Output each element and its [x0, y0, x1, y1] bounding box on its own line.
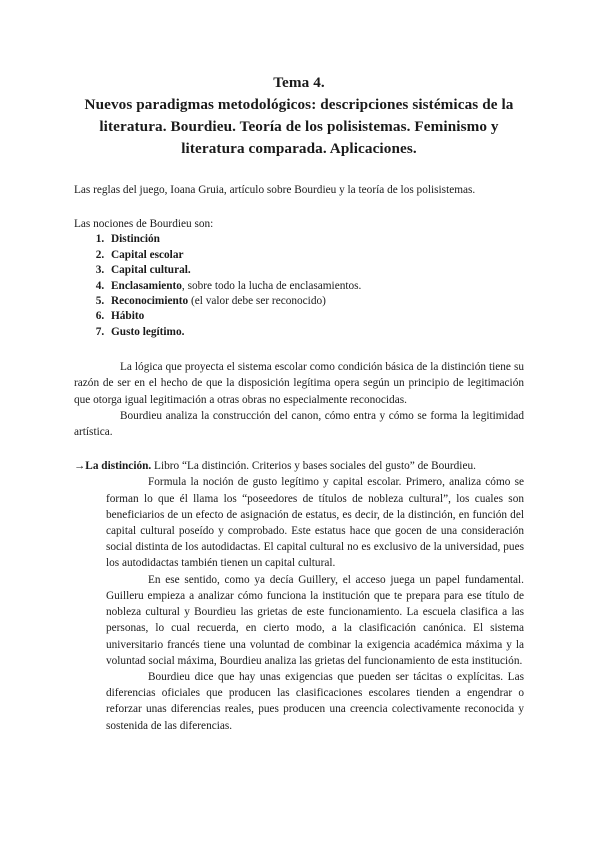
title-line-2: Nuevos paradigmas metodológicos: descripciones sistémicas de la literatura. Bourdieu. Teoría de los polisistemas. Feminismo y literatura comparada. Aplicaciones.	[84, 96, 514, 157]
notion-term: Gusto legítimo.	[111, 325, 185, 338]
notion-term: Capital cultural.	[111, 264, 191, 277]
section-heading	[74, 458, 524, 474]
arrow-icon: →	[74, 460, 86, 473]
notion-item	[107, 309, 524, 324]
notion-item	[107, 263, 524, 278]
section-heading-rest: Libro “La distinción. Criterios y bases sociales del gusto” de Bourdieu.	[151, 460, 476, 473]
source-line: Las reglas del juego, Ioana Gruia, artículo sobre Bourdieu y la teoría de los polisistemas.	[74, 184, 476, 196]
notion-item	[107, 248, 524, 263]
title-line-1: Tema 4.	[273, 74, 325, 91]
notion-term: Capital escolar	[111, 248, 184, 261]
notion-term: Reconocimiento	[111, 295, 189, 308]
paragraph-canon: Bourdieu analiza la construcción del canon, cómo entra y cómo se forma la legitimidad artística.	[74, 409, 524, 439]
notion-item	[107, 325, 524, 340]
section-paragraph: En ese sentido, como ya decía Guillery, el acceso juega un papel fundamental. Guilleru empieza a analizar cómo funciona la institución que te prepara para ese título de nobleza cultural y Bourdieu las grietas de este funcionamiento. La escuela clasifica a las personas, lo cual recuerda, en cierto modo, a la clasificación canónica. El sistema universitario francés tiene una voluntad de combinar la exigencia académica máxima y la voluntad social máxima, Bourdieu analiza las grietas del funcionamiento de esta institución.	[106, 573, 524, 667]
document-title	[74, 72, 524, 160]
section-paragraph: Bourdieu dice que hay unas exigencias que pueden ser tácitas o explícitas. Las diferencias oficiales que producen las clasificaciones escolares tienden a engendrar o reforzar unas diferencias reales, pues producen una creencia colectivamente reconocida y sostenida de las diferencias.	[106, 670, 524, 732]
paragraph-logic: La lógica que proyecta el sistema escolar como condición básica de la distinción tiene su razón de ser en el hecho de que la disposición legítima opera según un principio de legitimación que otorga igual legitimación a otras obras no especialmente reconocidas.	[74, 361, 524, 406]
notions-list	[74, 232, 524, 340]
notion-term: Hábito	[111, 310, 145, 323]
notion-item	[107, 279, 524, 294]
section-heading-title: La distinción.	[85, 460, 152, 473]
section-paragraph: Formula la noción de gusto legítimo y capital escolar. Primero, analiza cómo se forman lo que él llama los “poseedores de títulos de nobleza cultural”, los cuales son beneficiarios de un efecto de asignación de estatus, es decir, de la distinción, en función del capital cultural poseído y comprobado. Este estatus hace que gocen de una consideración social distinta de los autodidactas. El capital cultural no es exclusivo de la universidad, pues los autodidactas también tienen un capital cultural.	[106, 476, 524, 570]
notion-detail: (el valor debe ser reconocido)	[188, 295, 326, 308]
notion-item	[107, 232, 524, 247]
notion-term: Distinción	[111, 233, 160, 246]
notion-item	[107, 294, 524, 309]
notion-term: Enclasamiento	[111, 279, 182, 292]
notion-detail: , sobre todo la lucha de enclasamientos.	[181, 279, 362, 292]
notions-intro: Las nociones de Bourdieu son:	[74, 218, 214, 231]
